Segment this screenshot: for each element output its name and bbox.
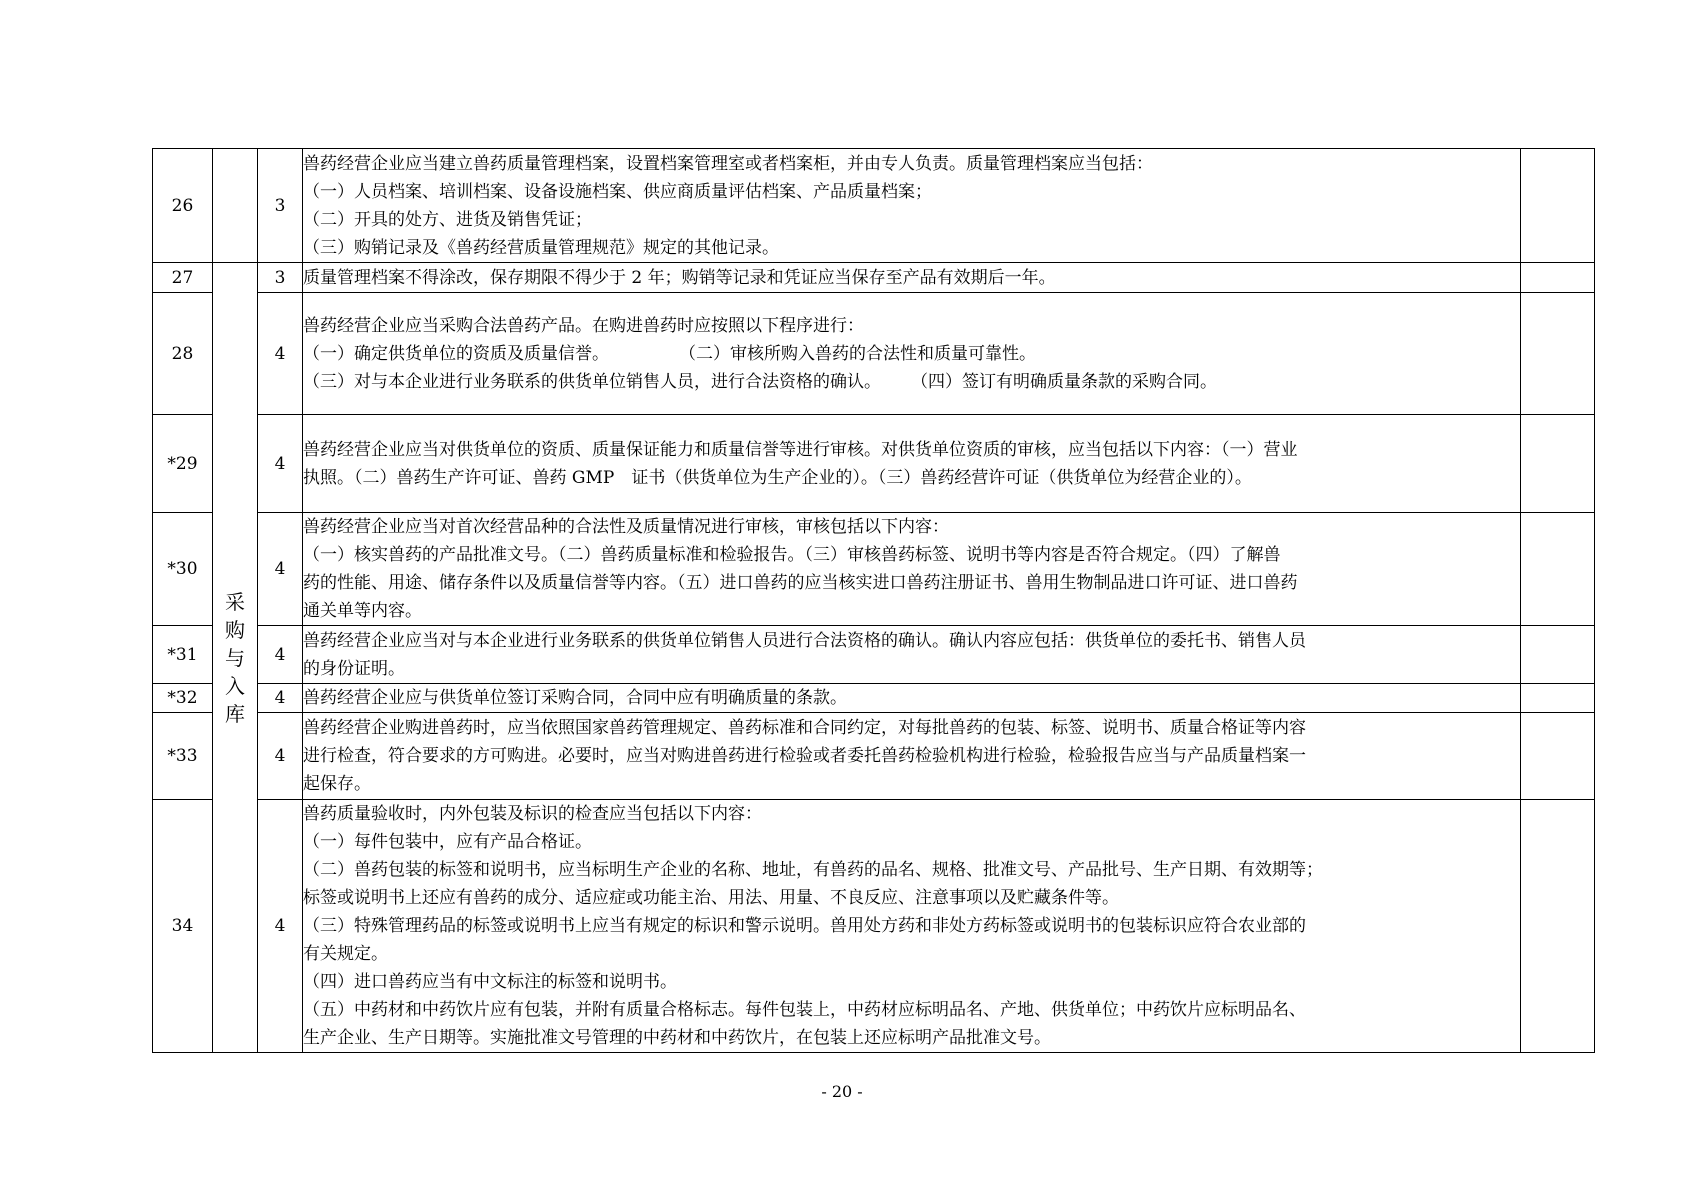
item-number: *30 <box>153 513 213 626</box>
item-number: 34 <box>153 800 213 1053</box>
item-content: 兽药质量验收时，内外包装及标识的检查应当包括以下内容： （一）每件包装中，应有产品合格证。 （二）兽药包装的标签和说明书，应当标明生产企业的名称、地址，有兽药的品名、规格、批准文号、产品批号、生产日期、有效期等； 标签或说明书上还应有兽药的成分、适应症或功能主治、用法、用量、不良反应、注意事项以及贮藏条件等。 （三）特殊管理药品的标签或说明书上应当有规定的标识和警示说明。兽用处方药和非处方药标签或说明书的包装标识应符合农业部的 有关规定。 （四）进口兽药应当有中文标注的标签和说明书。 （五）中药材和中药饮片应有包装，并附有质量合格标志。每件包装上，中药材应标明品名、产地、供货单位；中药饮片应标明品名、 生产企业、生产日期等。实施批准文号管理的中药材和中药饮片，在包装上还应标明产品批准文号。 <box>303 800 1521 1053</box>
item-score: 4 <box>258 415 303 513</box>
item-content: 兽药经营企业应当采购合法兽药产品。在购进兽药时应按照以下程序进行： （一）确定供货单位的资质及质量信誉。 （二）审核所购入兽药的合法性和质量可靠性。 （三）对与本企业进行业务联系的供货单位销售人员，进行合法资格的确认。 （四）签订有明确质量条款的采购合同。 <box>303 293 1521 415</box>
item-content: 兽药经营企业应当建立兽药质量管理档案，设置档案管理室或者档案柜，并由专人负责。质量管理档案应当包括： （一）人员档案、培训档案、设备设施档案、供应商质量评估档案、产品质量档案； （二）开具的处方、进货及销售凭证； （三）购销记录及《兽药经营质量管理规范》规定的其他记录。 <box>303 149 1521 263</box>
remarks-cell <box>1521 293 1595 415</box>
item-score: 4 <box>258 713 303 800</box>
remarks-cell <box>1521 415 1595 513</box>
remarks-cell <box>1521 684 1595 713</box>
item-content: 兽药经营企业应与供货单位签订采购合同，合同中应有明确质量的条款。 <box>303 684 1521 713</box>
remarks-cell <box>1521 800 1595 1053</box>
item-number: *32 <box>153 684 213 713</box>
page-number: - 20 - <box>821 1082 863 1101</box>
remarks-cell <box>1521 513 1595 626</box>
category-cell <box>213 263 258 1053</box>
item-content: 兽药经营企业应当对供货单位的资质、质量保证能力和质量信誉等进行审核。对供货单位资质的审核，应当包括以下内容：（一）营业 执照。（二）兽药生产许可证、兽药 GMP 证书（供货单位为生产企业的）。（三）兽药经营许可证（供货单位为经营企业的）。 <box>303 415 1521 513</box>
item-number: *31 <box>153 626 213 684</box>
table-row <box>153 713 1595 800</box>
remarks-cell <box>1521 713 1595 800</box>
item-content: 兽药经营企业应当对与本企业进行业务联系的供货单位销售人员进行合法资格的确认。确认内容应包括：供货单位的委托书、销售人员 的身份证明。 <box>303 626 1521 684</box>
item-content: 质量管理档案不得涂改，保存期限不得少于 2 年；购销等记录和凭证应当保存至产品有效期后一年。 <box>303 263 1521 293</box>
remarks-cell <box>1521 263 1595 293</box>
table-row <box>153 263 1595 293</box>
item-score: 3 <box>258 149 303 263</box>
category-cell-blank <box>213 149 258 263</box>
table-row <box>153 800 1595 1053</box>
table-row <box>153 293 1595 415</box>
item-number: 26 <box>153 149 213 263</box>
table-row <box>153 149 1595 263</box>
category-label: 采购与入库 <box>225 589 245 726</box>
item-content: 兽药经营企业购进兽药时，应当依照国家兽药管理规定、兽药标准和合同约定，对每批兽药的包装、标签、说明书、质量合格证等内容 进行检查，符合要求的方可购进。必要时，应当对购进兽药进行检验或者委托兽药检验机构进行检验，检验报告应当与产品质量档案一 起保存。 <box>303 713 1521 800</box>
remarks-cell <box>1521 149 1595 263</box>
item-content: 兽药经营企业应当对首次经营品种的合法性及质量情况进行审核，审核包括以下内容： （一）核实兽药的产品批准文号。（二）兽药质量标准和检验报告。（三）审核兽药标签、说明书等内容是否符合规定。（四）了解兽 药的性能、用途、储存条件以及质量信誉等内容。（五）进口兽药的应当核实进口兽药注册证书、兽用生物制品进口许可证、进口兽药 通关单等内容。 <box>303 513 1521 626</box>
item-number: 27 <box>153 263 213 293</box>
remarks-cell <box>1521 626 1595 684</box>
table-row <box>153 513 1595 626</box>
table-row <box>153 626 1595 684</box>
item-score: 4 <box>258 800 303 1053</box>
item-number: *33 <box>153 713 213 800</box>
item-score: 3 <box>258 263 303 293</box>
inspection-table <box>152 148 1595 1053</box>
item-number: *29 <box>153 415 213 513</box>
table-row <box>153 415 1595 513</box>
item-score: 4 <box>258 293 303 415</box>
item-score: 4 <box>258 513 303 626</box>
table-row <box>153 684 1595 713</box>
item-score: 4 <box>258 684 303 713</box>
item-score: 4 <box>258 626 303 684</box>
item-number: 28 <box>153 293 213 415</box>
